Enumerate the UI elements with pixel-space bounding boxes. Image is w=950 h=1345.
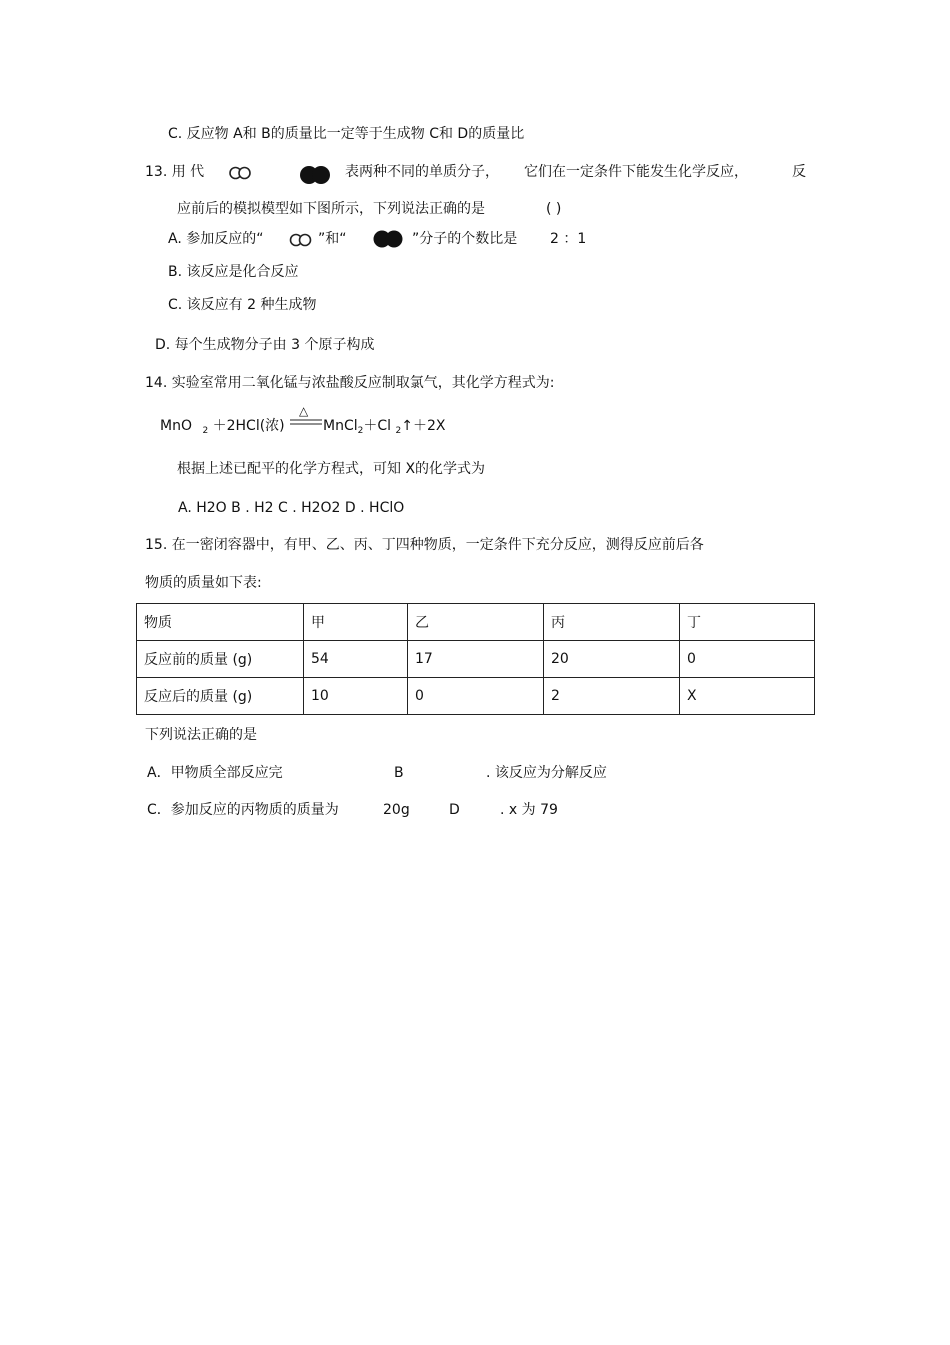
eq-reactant-hcl: ＋2HCl(浓) <box>212 418 285 434</box>
table-cell: 20 <box>544 641 680 678</box>
q13-answer-bracket: ( ) <box>546 201 562 217</box>
table-cell: X <box>680 678 815 715</box>
table-cell: 反应前的质量 (g) <box>137 641 304 678</box>
q15-option-b-letter: B <box>394 765 404 781</box>
q13-option-c: C. 该反应有 2 种生成物 <box>168 297 317 313</box>
q15-option-c: C．参加反应的丙物质的质量为 <box>147 802 339 818</box>
q13-stem-mid: 表两种不同的单质分子， <box>345 164 499 180</box>
table-cell: 54 <box>304 641 408 678</box>
q13-option-a-suffix: ”分子的个数比是 <box>412 231 518 247</box>
q13-stem-condition: 它们在一定条件下能发生化学反应， <box>524 164 748 180</box>
eq-product-x: ↑＋2X <box>401 418 446 434</box>
q15-stem-line2: 物质的质量如下表: <box>145 575 262 591</box>
q14-stem: 14. 实验室常用二氧化锰与浓盐酸反应制取氯气，其化学方程式为: <box>145 375 555 391</box>
q13-option-b: B. 该反应是化合反应 <box>168 264 299 280</box>
eq-subscript: 2 <box>357 426 364 436</box>
eq-product-cl: ＋Cl <box>363 418 392 434</box>
q14-equation <box>160 417 285 437</box>
q15-option-b-text: . 该反应为分解反应 <box>486 765 607 781</box>
q15-option-d-letter: D <box>449 802 460 818</box>
q15-option-a: A．甲物质全部反应完 <box>147 765 283 781</box>
table-cell: 反应后的质量 (g) <box>137 678 304 715</box>
table-cell: 2 <box>544 678 680 715</box>
black-molecule-icon <box>371 229 405 249</box>
table-header-cell: 乙 <box>408 604 544 641</box>
eq-reactant-mno: MnO <box>160 418 192 434</box>
eq-heat-condition: △ <box>299 404 309 418</box>
table-cell: 0 <box>408 678 544 715</box>
q15-option-c-value: 20g <box>383 802 410 818</box>
q15-option-d-text: . x 为 79 <box>500 802 558 818</box>
table-row <box>137 678 815 715</box>
black-molecule-icon <box>298 164 332 186</box>
eq-equals-sign <box>290 410 322 426</box>
table-header-cell: 丙 <box>544 604 680 641</box>
q14-equation-products <box>323 417 445 437</box>
q12-option-c: C. 反应物 A和 B的质量比一定等于生成物 C和 D的质量比 <box>168 126 525 142</box>
q14-prompt: 根据上述已配平的化学方程式，可知 X的化学式为 <box>177 461 486 477</box>
white-molecule-icon <box>228 164 252 182</box>
q15-question: 下列说法正确的是 <box>145 727 257 743</box>
q13-stem-line2: 应前后的模拟模型如下图所示，下列说法正确的是 <box>177 201 485 217</box>
table-header-row <box>137 604 815 641</box>
q13-option-a-ratio: 2 ：1 <box>550 231 587 247</box>
table-header-cell: 物质 <box>137 604 304 641</box>
white-molecule-icon <box>288 231 314 249</box>
eq-subscript: 2 <box>202 426 209 436</box>
table-cell: 0 <box>680 641 815 678</box>
q13-stem-end: 反 <box>792 164 806 180</box>
q13-stem-start: 13. 用 代 <box>145 164 205 180</box>
table-cell: 17 <box>408 641 544 678</box>
table-row <box>137 641 815 678</box>
eq-product-mncl: MnCl <box>323 418 358 434</box>
q13-option-d: D. 每个生成物分子由 3 个原子构成 <box>155 337 375 353</box>
table-header-cell: 丁 <box>680 604 815 641</box>
table-header-cell: 甲 <box>304 604 408 641</box>
q15-stem-line1: 15. 在一密闭容器中，有甲、乙、丙、丁四种物质，一定条件下充分反应，测得反应前后各 <box>145 537 704 553</box>
q14-options: A. H2O B . H2 C . H2O2 D . HClO <box>178 500 405 516</box>
q13-option-a-mid: ”和“ <box>318 231 347 247</box>
eq-subscript: 2 <box>395 426 402 436</box>
q13-option-a-prefix: A. 参加反应的“ <box>168 231 264 247</box>
table-cell: 10 <box>304 678 408 715</box>
mass-table <box>136 603 815 715</box>
